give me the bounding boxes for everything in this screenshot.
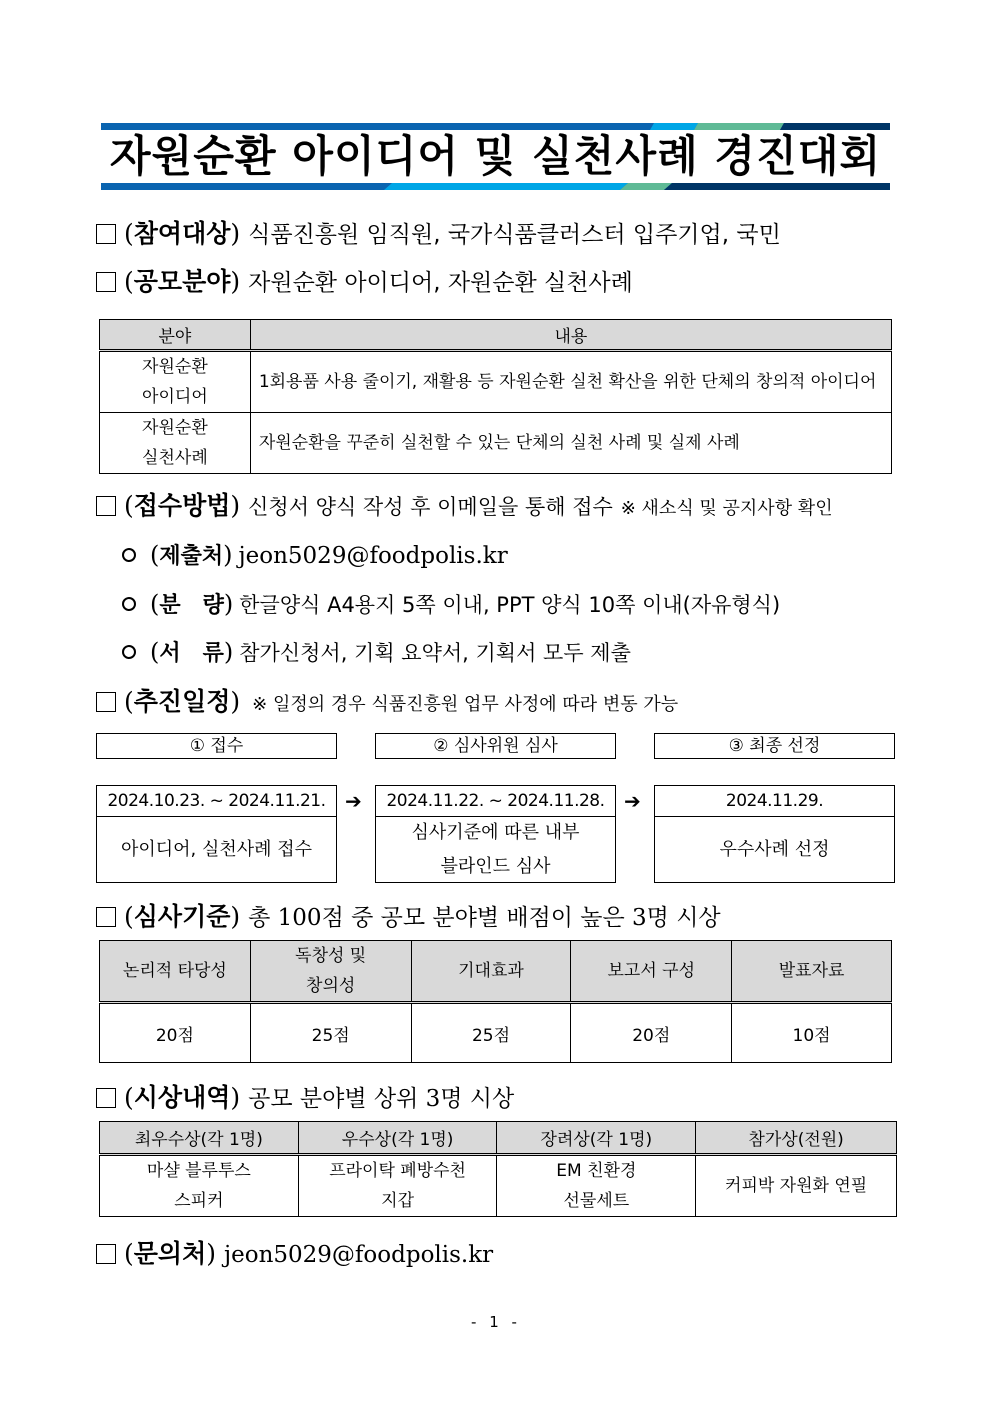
score-cell: 20점 bbox=[571, 1003, 732, 1063]
schedule-date: 2024.11.22. ~ 2024.11.28. bbox=[376, 786, 615, 817]
prize-cell: 마샬 블루투스 스피커 bbox=[100, 1155, 299, 1217]
section-note: ※ 일정의 경우 식품진흥원 업무 사정에 따라 변동 가능 bbox=[252, 694, 679, 715]
prize-cell: 커피박 자원화 연필 bbox=[696, 1155, 897, 1217]
criteria-table bbox=[99, 940, 892, 1063]
section-criteria: (심사기준) 총 100점 중 공모 분야별 배점이 높은 3명 시상 bbox=[96, 901, 721, 934]
score-cell: 25점 bbox=[250, 1003, 411, 1063]
content-cell: 자원순환을 꾸준히 실천할 수 있는 단체의 실천 사례 및 실제 사례 bbox=[250, 413, 891, 474]
bullet-circle-icon bbox=[122, 548, 136, 562]
contact-email: jeon5029@foodpolis.kr bbox=[223, 1242, 494, 1268]
checkbox-square-icon bbox=[96, 1088, 116, 1108]
criteria-header: 독창성 및 창의성 bbox=[250, 941, 411, 1003]
page-title: 자원순환 아이디어 및 실천사례 경진대회 bbox=[109, 132, 882, 182]
checkbox-square-icon bbox=[96, 272, 116, 292]
checkbox-square-icon bbox=[96, 224, 116, 244]
awards-table bbox=[99, 1121, 897, 1217]
section-schedule: (추진일정) ※ 일정의 경우 식품진흥원 업무 사정에 따라 변동 가능 bbox=[96, 686, 678, 721]
section-target: (참여대상) 식품진흥원 임직원, 국가식품클러스터 입주기업, 국민 bbox=[96, 218, 781, 251]
section-awards: (시상내역) 공모 분야별 상위 3명 시상 bbox=[96, 1082, 514, 1115]
section-text: 식품진흥원 임직원, 국가식품클러스터 입주기업, 국민 bbox=[248, 222, 781, 248]
schedule-date: 2024.11.29. bbox=[655, 786, 894, 817]
table-row bbox=[100, 1003, 892, 1063]
arrow-right-icon: ➔ bbox=[624, 789, 641, 813]
table-row bbox=[100, 1155, 897, 1217]
section-label: 심사기준 bbox=[133, 902, 231, 931]
recipient-email: jeon5029@foodpolis.kr bbox=[238, 543, 508, 569]
header-content: 내용 bbox=[250, 320, 891, 351]
table-row bbox=[100, 413, 892, 474]
award-header: 최우수상(각 1명) bbox=[100, 1122, 299, 1155]
checkbox-square-icon bbox=[96, 496, 116, 516]
banner-bottom-stripe bbox=[101, 183, 890, 190]
method-item-recipient: (제출처) jeon5029@foodpolis.kr bbox=[122, 539, 508, 573]
content-cell: 1회용품 사용 줄이기, 재활용 등 자원순환 실천 확산을 위한 단체의 창의적 아이디어 bbox=[250, 351, 891, 413]
header-field: 분야 bbox=[100, 320, 251, 351]
table-row bbox=[100, 351, 892, 413]
schedule-step-1: ① 접수 bbox=[96, 733, 337, 759]
score-cell: 10점 bbox=[732, 1003, 892, 1063]
section-label: 시상내역 bbox=[133, 1083, 231, 1112]
section-label: 문의처 bbox=[133, 1239, 207, 1268]
arrow-right-icon: ➔ bbox=[345, 789, 362, 813]
award-header: 우수상(각 1명) bbox=[298, 1122, 497, 1155]
section-label: 추진일정 bbox=[133, 687, 231, 716]
section-text: 공모 분야별 상위 3명 시상 bbox=[248, 1086, 515, 1112]
bullet-circle-icon bbox=[122, 645, 136, 659]
criteria-header: 보고서 구성 bbox=[571, 941, 732, 1003]
title-banner bbox=[101, 123, 890, 190]
section-note: ※ 새소식 및 공지사항 확인 bbox=[620, 498, 833, 519]
section-contact: (문의처) jeon5029@foodpolis.kr bbox=[96, 1238, 493, 1271]
field-cell: 자원순환 실천사례 bbox=[100, 413, 251, 474]
criteria-header: 기대효과 bbox=[411, 941, 571, 1003]
section-label: 공모분야 bbox=[133, 267, 231, 296]
checkbox-square-icon bbox=[96, 907, 116, 927]
section-text: 자원순환 아이디어, 자원순환 실천사례 bbox=[248, 270, 633, 296]
schedule-card-3 bbox=[654, 785, 895, 883]
schedule-card-1 bbox=[96, 785, 337, 883]
bullet-circle-icon bbox=[122, 597, 136, 611]
score-cell: 25점 bbox=[411, 1003, 571, 1063]
award-header: 장려상(각 1명) bbox=[497, 1122, 696, 1155]
criteria-header: 발표자료 bbox=[732, 941, 892, 1003]
criteria-header: 논리적 타당성 bbox=[100, 941, 251, 1003]
schedule-desc: 심사기준에 따른 내부 블라인드 심사 bbox=[411, 821, 580, 877]
prize-cell: EM 친환경 선물세트 bbox=[497, 1155, 696, 1217]
section-label: 접수방법 bbox=[133, 491, 231, 520]
schedule-date: 2024.10.23. ~ 2024.11.21. bbox=[97, 786, 336, 817]
schedule-step-3: ③ 최종 선정 bbox=[654, 733, 895, 759]
section-field: (공모분야) 자원순환 아이디어, 자원순환 실천사례 bbox=[96, 266, 633, 299]
checkbox-square-icon bbox=[96, 1244, 116, 1264]
field-table bbox=[99, 319, 892, 474]
method-item-documents: (서 류) 참가신청서, 기획 요약서, 기획서 모두 제출 bbox=[122, 636, 631, 670]
award-header: 참가상(전원) bbox=[696, 1122, 897, 1155]
checkbox-square-icon bbox=[96, 692, 116, 712]
section-method: (접수방법) 신청서 양식 작성 후 이메일을 통해 접수 ※ 새소식 및 공지사항 확인 bbox=[96, 490, 833, 525]
schedule-desc: 아이디어, 실천사례 접수 bbox=[120, 838, 313, 860]
field-cell: 자원순환 아이디어 bbox=[100, 351, 251, 413]
schedule-desc: 우수사례 선정 bbox=[719, 838, 830, 860]
prize-cell: 프라이탁 폐방수천 지갑 bbox=[298, 1155, 497, 1217]
section-label: 참여대상 bbox=[133, 219, 231, 248]
section-text: 신청서 양식 작성 후 이메일을 통해 접수 bbox=[248, 495, 613, 519]
section-text: 총 100점 중 공모 분야별 배점이 높은 3명 시상 bbox=[248, 905, 721, 931]
score-cell: 20점 bbox=[100, 1003, 251, 1063]
schedule-card-2 bbox=[375, 785, 616, 883]
page-number: - 1 - bbox=[471, 1313, 521, 1331]
method-item-length: (분 량) 한글양식 A4용지 5쪽 이내, PPT 양식 10쪽 이내(자유형식) bbox=[122, 588, 780, 622]
banner-top-stripe bbox=[101, 123, 890, 130]
schedule-step-2: ② 심사위원 심사 bbox=[375, 733, 616, 759]
